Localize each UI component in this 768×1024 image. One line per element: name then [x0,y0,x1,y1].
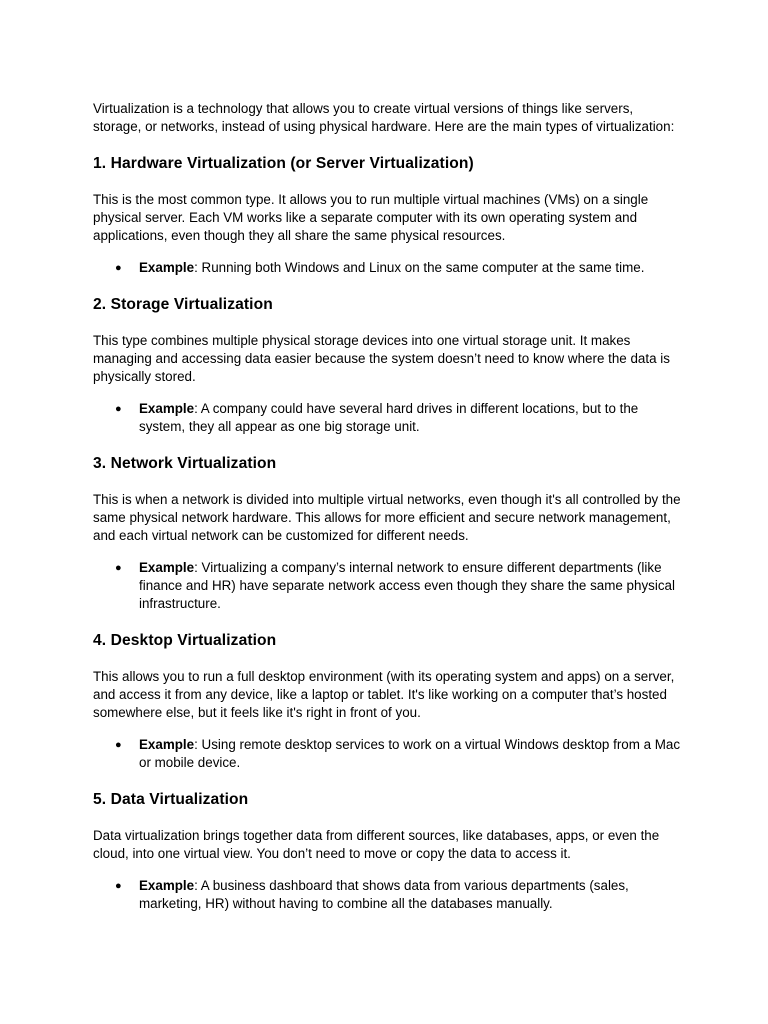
example-bullet [93,877,683,913]
section-body: Data virtualization brings together data from different sources, like databases, apps, or even the cloud, into one virtual view. You don’t need to move or copy the data to access it. [93,828,660,861]
bullet-icon: ● [115,262,122,274]
section-body: This is when a network is divided into multiple virtual networks, even though it's all controlled by the same physical network hardware. This allows for more efficient and secure network management, and each virtual network can be customized for different needs. [93,492,681,543]
example-label: Example [139,560,195,575]
section-heading: 3. Network Virtualization [93,455,277,472]
example-label: Example [139,401,195,416]
bullet-icon: ● [115,880,122,892]
section-body: This is the most common type. It allows you to run multiple virtual machines (VMs) on a single physical server. Each VM works like a separate computer with its own operating system and applications, even though they all share the same physical resources. [93,192,649,243]
example-label: Example [139,260,195,275]
bullet-icon: ● [115,403,122,415]
section-body: This allows you to run a full desktop environment (with its operating system and apps) on a server, and access it from any device, like a laptop or tablet. It's like working on a computer that’s hosted somewhere else, but it feels like it's right in front of you. [93,669,675,720]
intro-paragraph: Virtualization is a technology that allows you to create virtual versions of things like servers, storage, or networks, instead of using physical hardware. Here are the main types of virtualization: [93,101,675,134]
section-heading: 4. Desktop Virtualization [93,632,277,649]
section-storage-virtualization [93,295,683,436]
section-data-virtualization [93,790,683,913]
example-text: : Using remote desktop services to work on a virtual Windows desktop from a Mac or mobile device. [139,737,681,770]
section-network-virtualization [93,454,683,613]
section-desktop-virtualization [93,631,683,772]
example-text: : Running both Windows and Linux on the same computer at the same time. [194,260,645,275]
document-page [93,100,683,931]
section-hardware-virtualization [93,154,683,277]
example-label: Example [139,737,195,752]
section-heading: 5. Data Virtualization [93,791,249,808]
example-text: : A company could have several hard drives in different locations, but to the system, they all appear as one big storage unit. [139,401,639,434]
example-label: Example [139,878,195,893]
example-bullet [93,400,683,436]
section-body: This type combines multiple physical storage devices into one virtual storage unit. It makes managing and accessing data easier because the system doesn’t need to know where the data is physically stored. [93,333,670,384]
example-bullet [93,259,683,277]
section-heading: 2. Storage Virtualization [93,296,273,313]
example-bullet [93,736,683,772]
example-text: : A business dashboard that shows data from various departments (sales, marketing, HR) without having to combine all the databases manually. [139,878,629,911]
example-text: : Virtualizing a company’s internal network to ensure different departments (like finance and HR) have separate network access even though they share the same physical infrastructure. [139,560,675,611]
bullet-icon: ● [115,739,122,751]
bullet-icon: ● [115,562,122,574]
section-heading: 1. Hardware Virtualization (or Server Virtualization) [93,155,474,172]
example-bullet [93,559,683,613]
